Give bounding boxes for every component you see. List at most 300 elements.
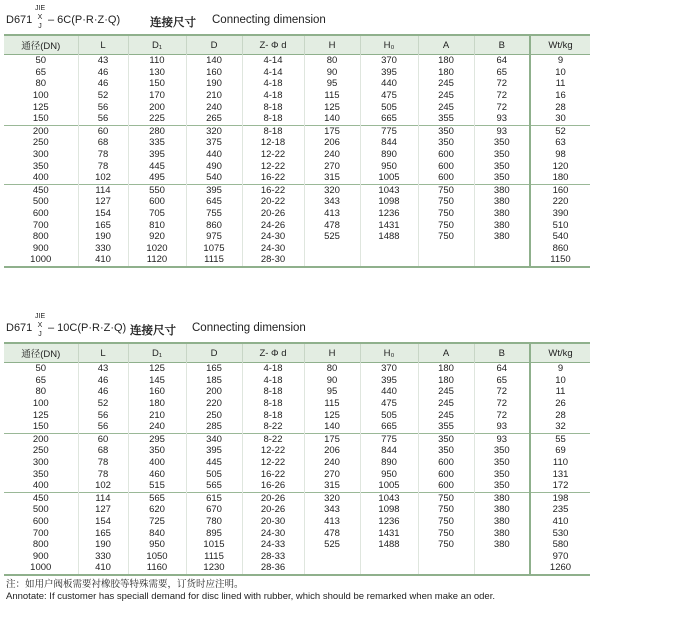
table-cell: 1488	[360, 539, 418, 551]
table-cell: 8-18	[242, 125, 304, 137]
table-body	[4, 55, 590, 267]
table-cell: 20-26	[242, 208, 304, 220]
column-header: B	[474, 343, 530, 363]
table-cell: 515	[128, 480, 186, 492]
table-cell	[360, 562, 418, 575]
table-cell: 16	[530, 90, 590, 102]
table-cell: 60	[78, 125, 128, 137]
table-cell: 80	[35, 78, 47, 90]
table-row	[4, 562, 590, 575]
table-row	[4, 78, 590, 90]
table-cell: 525	[304, 231, 360, 243]
table-cell: 525	[304, 539, 360, 551]
table-cell: 110	[530, 457, 590, 469]
table-cell: 225	[128, 113, 186, 125]
table-cell: 775	[360, 433, 418, 445]
table-cell: 1098	[360, 504, 418, 516]
table-cell: 9	[530, 363, 590, 375]
table-cell: 190	[186, 78, 242, 90]
table-cell: 380	[474, 492, 530, 504]
table-cell: 950	[360, 468, 418, 480]
column-header: H₀	[360, 343, 418, 363]
table-cell: 190	[78, 539, 128, 551]
column-header: Z- Φ d	[242, 343, 304, 363]
table-cell: 250	[32, 445, 49, 457]
table-row	[4, 363, 590, 375]
table-cell: 8-18	[242, 386, 304, 398]
table-cell: 1098	[360, 196, 418, 208]
table-cell: 8-18	[242, 398, 304, 410]
table-cell: 145	[128, 375, 186, 387]
column-header: Z- Φ d	[242, 35, 304, 55]
table-cell: 12-22	[242, 149, 304, 161]
table-cell: 490	[186, 160, 242, 172]
table-cell: 395	[186, 184, 242, 196]
table-cell: 10	[530, 375, 590, 387]
table-cell: 1000	[30, 254, 52, 266]
table-cell: 26	[530, 398, 590, 410]
table-cell: 750	[418, 504, 474, 516]
table-cell: 245	[418, 78, 474, 90]
table-cell: 505	[186, 468, 242, 480]
model-code: D671	[6, 322, 33, 334]
table-cell: 180	[418, 55, 474, 67]
table-cell: 250	[32, 137, 49, 149]
table-cell	[304, 243, 360, 255]
table-cell	[418, 243, 474, 255]
table-cell: 500	[32, 196, 49, 208]
table-cell: 1043	[360, 184, 418, 196]
table-cell: 52	[78, 90, 128, 102]
table-cell: 240	[128, 421, 186, 433]
table-row	[4, 527, 590, 539]
table-cell: 140	[186, 55, 242, 67]
table-cell: 154	[78, 516, 128, 528]
table-cell: 175	[304, 125, 360, 137]
table-cell: 43	[78, 363, 128, 375]
table-cell: 950	[128, 539, 186, 551]
table-cell: 350	[474, 160, 530, 172]
table-cell: 43	[78, 55, 128, 67]
table-cell: 68	[78, 445, 128, 457]
column-header: A	[418, 35, 474, 55]
table-cell: 46	[78, 375, 128, 387]
table-cell: 127	[78, 196, 128, 208]
table-cell: 110	[128, 55, 186, 67]
table-cell: 620	[128, 504, 186, 516]
table-cell: 170	[128, 90, 186, 102]
table-cell: 210	[128, 409, 186, 421]
table-cell: 4-18	[242, 375, 304, 387]
table-cell: 800	[32, 539, 49, 551]
table-cell: 8-18	[242, 409, 304, 421]
table-cell: 16-22	[242, 468, 304, 480]
table-cell: 410	[78, 562, 128, 575]
table-cell: 78	[78, 468, 128, 480]
table-cell: 20-26	[242, 504, 304, 516]
table-cell: 350	[32, 160, 49, 172]
table-cell: 28-30	[242, 254, 304, 267]
table-cell: 220	[530, 196, 590, 208]
table-cell: 1160	[128, 562, 186, 575]
table-row	[4, 504, 590, 516]
model-code: D671	[6, 14, 33, 26]
table-cell: 270	[304, 160, 360, 172]
table-cell: 755	[186, 208, 242, 220]
table-cell: 600	[418, 468, 474, 480]
table-cell: 220	[186, 398, 242, 410]
table-cell: 370	[360, 363, 418, 375]
table-cell: 895	[186, 527, 242, 539]
table-row	[4, 433, 590, 445]
table-cell: 180	[418, 67, 474, 79]
table-cell: 245	[418, 101, 474, 113]
table-cell: 750	[418, 219, 474, 231]
table-cell: 1431	[360, 219, 418, 231]
table-cell: 250	[186, 409, 242, 421]
table-cell: 265	[186, 113, 242, 125]
table-cell: 200	[186, 386, 242, 398]
table-row	[4, 492, 590, 504]
table-cell: 52	[78, 398, 128, 410]
table-cell: 206	[304, 445, 360, 457]
table-cell: 200	[128, 101, 186, 113]
table-cell: 56	[78, 421, 128, 433]
table-cell: 150	[128, 78, 186, 90]
table-cell: 235	[530, 504, 590, 516]
table-cell: 413	[304, 208, 360, 220]
table-cell: 350	[418, 125, 474, 137]
table-cell: 410	[78, 254, 128, 267]
table-cell: 540	[186, 172, 242, 184]
table-cell: 1120	[128, 254, 186, 267]
table-cell: 1236	[360, 516, 418, 528]
table-cell: 245	[418, 90, 474, 102]
table-cell: 12-22	[242, 160, 304, 172]
column-header: D₁	[128, 343, 186, 363]
table-cell: 90	[304, 375, 360, 387]
table-cell: 800	[32, 231, 49, 243]
table-cell: 24-30	[242, 243, 304, 255]
table-cell: 165	[186, 363, 242, 375]
table-row	[4, 409, 590, 421]
table-cell: 20-22	[242, 196, 304, 208]
table-cell: 93	[474, 113, 530, 125]
table-row	[4, 172, 590, 184]
table-cell: 395	[360, 67, 418, 79]
dimension-table-10c	[4, 342, 590, 576]
table-cell: 1115	[186, 254, 242, 267]
table-cell: 16-26	[242, 480, 304, 492]
table-row	[4, 398, 590, 410]
table-cell: 180	[530, 172, 590, 184]
table-cell: 28-33	[242, 551, 304, 563]
table-cell: 28-36	[242, 562, 304, 575]
table-cell: 510	[530, 219, 590, 231]
column-header: L	[78, 343, 128, 363]
table-cell: 355	[418, 421, 474, 433]
table-cell: 10	[530, 67, 590, 79]
table-cell: 102	[78, 172, 128, 184]
table-cell: 600	[418, 160, 474, 172]
note-chinese: 注：如用户阀板需要衬橡胶等特殊需要，订货时应注明。	[6, 579, 244, 590]
table-cell: 78	[78, 149, 128, 161]
column-header: 通径(DN)	[4, 35, 78, 55]
table-cell: 920	[128, 231, 186, 243]
table-cell: 413	[304, 516, 360, 528]
table-cell: 24-26	[242, 219, 304, 231]
table-cell: 56	[78, 101, 128, 113]
table-cell: 550	[128, 184, 186, 196]
table-cell: 28	[530, 409, 590, 421]
table-cell: 90	[304, 67, 360, 79]
fraction-top: JIE	[35, 5, 46, 12]
table-cell: 350	[418, 137, 474, 149]
table-cell: 93	[474, 125, 530, 137]
table-cell: 340	[186, 433, 242, 445]
table-cell: 4-18	[242, 363, 304, 375]
table-cell: 750	[418, 184, 474, 196]
table-cell: 395	[128, 149, 186, 161]
table-cell	[474, 562, 530, 575]
table-cell: 565	[128, 492, 186, 504]
fraction-top: JIE	[35, 313, 46, 320]
fraction-mid: X	[37, 322, 43, 329]
table-cell: 860	[530, 243, 590, 255]
table-cell: 28	[530, 101, 590, 113]
table-cell: 300	[32, 149, 49, 161]
table-cell: 400	[32, 480, 49, 492]
table-cell: 150	[32, 421, 49, 433]
table-cell: 125	[32, 409, 49, 421]
dimension-table-6c	[4, 34, 590, 268]
table-cell: 380	[474, 516, 530, 528]
table-cell: 4-18	[242, 90, 304, 102]
table-cell: 380	[474, 527, 530, 539]
table-cell: 500	[32, 504, 49, 516]
table-cell: 102	[78, 480, 128, 492]
table-cell: 1005	[360, 480, 418, 492]
table-cell	[304, 562, 360, 575]
table-row	[4, 445, 590, 457]
table-cell: 1000	[30, 562, 52, 574]
table-cell: 1488	[360, 231, 418, 243]
table-cell: 1020	[128, 243, 186, 255]
table-cell: 11	[530, 78, 590, 90]
table-cell: 185	[186, 375, 242, 387]
column-header: 通径(DN)	[4, 343, 78, 363]
title-chinese: 连接尺寸	[130, 325, 176, 337]
table-cell: 350	[418, 445, 474, 457]
table-row	[4, 90, 590, 102]
table-cell: 125	[304, 101, 360, 113]
table-cell: 750	[418, 208, 474, 220]
table-cell: 180	[128, 398, 186, 410]
table-cell: 4-14	[242, 67, 304, 79]
table-cell: 180	[418, 363, 474, 375]
table-cell: 125	[32, 101, 49, 113]
title-chinese: 连接尺寸	[150, 17, 196, 29]
table-cell: 8-22	[242, 433, 304, 445]
table-row	[4, 208, 590, 220]
table-cell: 615	[186, 492, 242, 504]
table-cell: 580	[530, 539, 590, 551]
table-row	[4, 137, 590, 149]
table-row	[4, 55, 590, 67]
table-cell: 114	[78, 492, 128, 504]
table-cell: 245	[418, 386, 474, 398]
fraction-bottom: J	[38, 331, 42, 338]
table-cell: 131	[530, 468, 590, 480]
table-cell: 445	[186, 457, 242, 469]
table-cell: 460	[128, 468, 186, 480]
table-cell: 1005	[360, 172, 418, 184]
table-cell: 343	[304, 504, 360, 516]
table-cell: 450	[32, 492, 49, 504]
table-cell: 64	[474, 363, 530, 375]
table-cell: 65	[35, 374, 47, 386]
table-cell: 115	[304, 90, 360, 102]
column-header: D	[186, 35, 242, 55]
section-6c	[4, 2, 590, 268]
table-cell: 450	[32, 184, 49, 196]
table-cell: 93	[474, 433, 530, 445]
table-cell: 370	[360, 55, 418, 67]
table-cell: 95	[304, 78, 360, 90]
table-cell: 198	[530, 492, 590, 504]
table-cell: 478	[304, 527, 360, 539]
table-cell: 1260	[530, 562, 590, 575]
table-cell: 20-30	[242, 516, 304, 528]
table-cell: 1115	[186, 551, 242, 563]
table-cell	[304, 551, 360, 563]
table-cell: 56	[78, 113, 128, 125]
section-title	[4, 310, 590, 342]
table-cell: 395	[186, 445, 242, 457]
table-cell: 280	[128, 125, 186, 137]
table-cell: 350	[128, 445, 186, 457]
table-cell: 315	[304, 172, 360, 184]
table-cell: 245	[418, 409, 474, 421]
table-cell: 160	[530, 184, 590, 196]
table-cell: 16-22	[242, 184, 304, 196]
table-cell: 127	[78, 504, 128, 516]
table-cell: 890	[360, 457, 418, 469]
table-cell	[360, 551, 418, 563]
table-cell: 600	[418, 457, 474, 469]
table-row	[4, 184, 590, 196]
fraction-bottom: J	[38, 23, 42, 30]
table-cell: 50	[35, 363, 47, 375]
table-cell: 240	[304, 149, 360, 161]
table-body	[4, 363, 590, 575]
table-cell: 505	[360, 409, 418, 421]
table-cell: 190	[78, 231, 128, 243]
table-cell: 780	[186, 516, 242, 528]
table-cell: 72	[474, 398, 530, 410]
column-header: A	[418, 343, 474, 363]
table-cell: 98	[530, 149, 590, 161]
table-cell: 390	[530, 208, 590, 220]
column-header: D	[186, 343, 242, 363]
table-cell: 165	[78, 527, 128, 539]
table-cell: 270	[304, 468, 360, 480]
table-cell: 350	[418, 433, 474, 445]
table-cell: 295	[128, 433, 186, 445]
table-cell: 200	[32, 433, 49, 445]
table-cell: 600	[32, 516, 49, 528]
section-title	[4, 2, 590, 34]
table-cell: 55	[530, 433, 590, 445]
table-cell: 200	[32, 125, 49, 137]
column-header: Wt/kg	[530, 343, 590, 363]
table-cell	[418, 254, 474, 267]
table-cell: 380	[474, 219, 530, 231]
table-cell: 600	[418, 149, 474, 161]
model-suffix: – 6C(P·R·Z·Q)	[48, 14, 121, 26]
table-cell: 78	[78, 160, 128, 172]
table-cell: 355	[418, 113, 474, 125]
model-fraction	[35, 4, 45, 31]
table-cell: 380	[474, 231, 530, 243]
table-cell: 320	[304, 184, 360, 196]
table-cell	[418, 562, 474, 575]
table-cell: 72	[474, 386, 530, 398]
table-cell: 78	[78, 457, 128, 469]
table-cell: 700	[32, 219, 49, 231]
table-cell: 320	[304, 492, 360, 504]
table-row	[4, 516, 590, 528]
table-cell: 80	[304, 363, 360, 375]
table-cell: 665	[360, 421, 418, 433]
table-cell: 475	[360, 398, 418, 410]
table-cell: 24-30	[242, 231, 304, 243]
table-cell: 844	[360, 137, 418, 149]
table-cell: 350	[474, 457, 530, 469]
table-cell: 160	[128, 386, 186, 398]
table-cell: 810	[128, 219, 186, 231]
table-row	[4, 113, 590, 125]
table-cell: 72	[474, 101, 530, 113]
table-cell: 890	[360, 149, 418, 161]
table-row	[4, 196, 590, 208]
table-cell: 9	[530, 55, 590, 67]
annotation-note	[6, 579, 495, 603]
table-cell: 970	[530, 551, 590, 563]
table-cell: 206	[304, 137, 360, 149]
table-cell: 1015	[186, 539, 242, 551]
table-cell: 750	[418, 516, 474, 528]
table-cell: 375	[186, 137, 242, 149]
table-cell: 350	[474, 172, 530, 184]
table-cell: 72	[474, 90, 530, 102]
table-cell: 380	[474, 184, 530, 196]
table-cell: 115	[304, 398, 360, 410]
table-cell: 1075	[186, 243, 242, 255]
table-cell: 380	[474, 539, 530, 551]
table-cell: 65	[474, 67, 530, 79]
table-cell: 80	[35, 386, 47, 398]
table-cell: 343	[304, 196, 360, 208]
table-cell: 530	[530, 527, 590, 539]
table-cell: 440	[186, 149, 242, 161]
table-cell: 600	[418, 172, 474, 184]
table-cell: 95	[304, 386, 360, 398]
table-cell: 670	[186, 504, 242, 516]
table-cell: 565	[186, 480, 242, 492]
table-cell: 320	[186, 125, 242, 137]
table-cell: 1431	[360, 527, 418, 539]
